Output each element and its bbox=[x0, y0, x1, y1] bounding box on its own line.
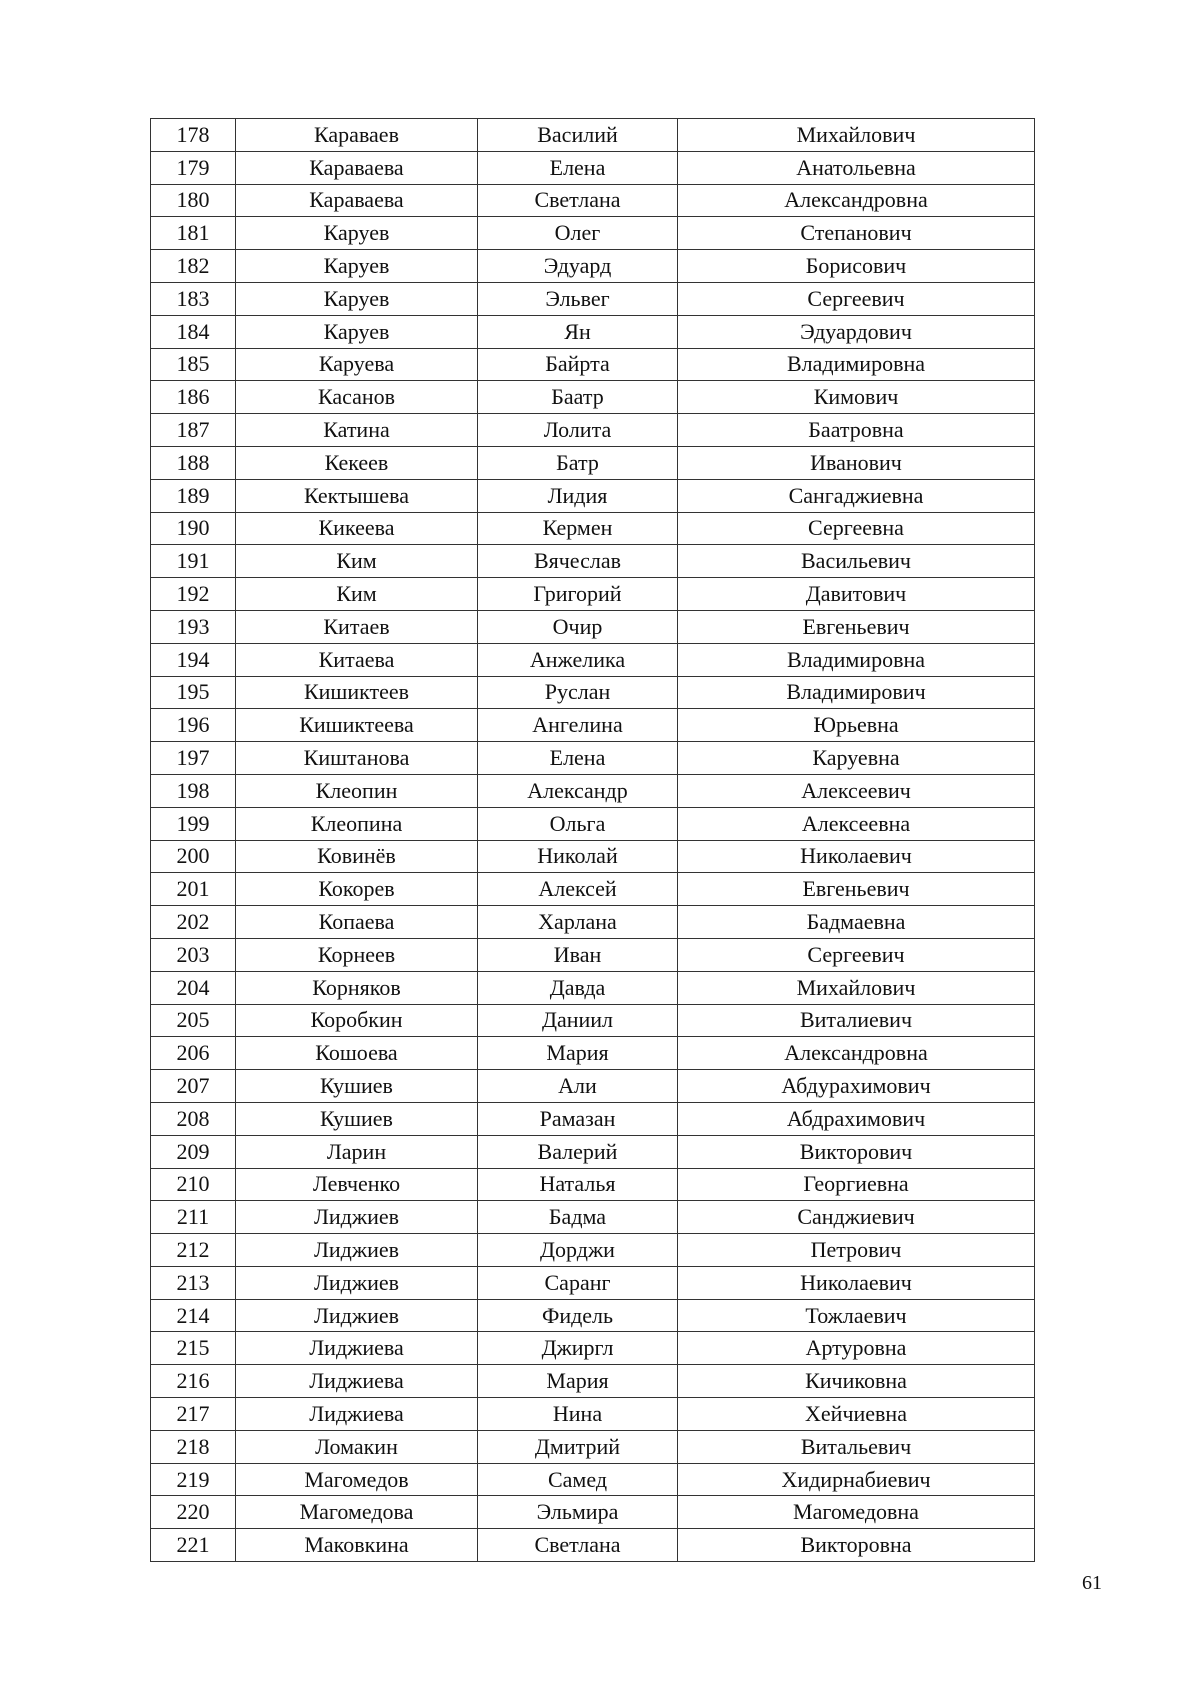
row-number-cell: 182 bbox=[151, 250, 236, 283]
surname-cell: Лиджиев bbox=[236, 1201, 478, 1234]
row-number-cell: 191 bbox=[151, 545, 236, 578]
table-row bbox=[151, 676, 1035, 709]
surname-cell: Караваев bbox=[236, 119, 478, 152]
row-number-cell: 179 bbox=[151, 151, 236, 184]
patronymic-cell: Кимович bbox=[678, 381, 1035, 414]
table-row bbox=[151, 1365, 1035, 1398]
row-number-cell: 203 bbox=[151, 938, 236, 971]
row-number-cell: 195 bbox=[151, 676, 236, 709]
table-row bbox=[151, 1529, 1035, 1562]
surname-cell: Лиджиев bbox=[236, 1299, 478, 1332]
table-row bbox=[151, 610, 1035, 643]
row-number-cell: 201 bbox=[151, 873, 236, 906]
surname-cell: Коробкин bbox=[236, 1004, 478, 1037]
patronymic-cell: Тожлаевич bbox=[678, 1299, 1035, 1332]
row-number-cell: 206 bbox=[151, 1037, 236, 1070]
surname-cell: Каруев bbox=[236, 217, 478, 250]
patronymic-cell: Бадмаевна bbox=[678, 906, 1035, 939]
first-name-cell: Дорджи bbox=[478, 1234, 678, 1267]
first-name-cell: Григорий bbox=[478, 578, 678, 611]
patronymic-cell: Эдуардович bbox=[678, 315, 1035, 348]
first-name-cell: Александр bbox=[478, 774, 678, 807]
row-number-cell: 198 bbox=[151, 774, 236, 807]
surname-cell: Ломакин bbox=[236, 1430, 478, 1463]
surname-cell: Китаев bbox=[236, 610, 478, 643]
table-row bbox=[151, 840, 1035, 873]
table-row bbox=[151, 807, 1035, 840]
row-number-cell: 204 bbox=[151, 971, 236, 1004]
surname-cell: Китаева bbox=[236, 643, 478, 676]
table-row bbox=[151, 217, 1035, 250]
surname-cell: Лиджиева bbox=[236, 1332, 478, 1365]
row-number-cell: 215 bbox=[151, 1332, 236, 1365]
surname-cell: Караваева bbox=[236, 151, 478, 184]
surname-cell: Кушиев bbox=[236, 1102, 478, 1135]
row-number-cell: 199 bbox=[151, 807, 236, 840]
patronymic-cell: Александровна bbox=[678, 184, 1035, 217]
surname-cell: Лиджиев bbox=[236, 1234, 478, 1267]
row-number-cell: 207 bbox=[151, 1070, 236, 1103]
table-row bbox=[151, 1070, 1035, 1103]
table-row bbox=[151, 742, 1035, 775]
patronymic-cell: Магомедовна bbox=[678, 1496, 1035, 1529]
row-number-cell: 210 bbox=[151, 1168, 236, 1201]
first-name-cell: Алексей bbox=[478, 873, 678, 906]
table-row bbox=[151, 873, 1035, 906]
row-number-cell: 193 bbox=[151, 610, 236, 643]
row-number-cell: 211 bbox=[151, 1201, 236, 1234]
first-name-cell: Лолита bbox=[478, 414, 678, 447]
patronymic-cell: Юрьевна bbox=[678, 709, 1035, 742]
row-number-cell: 213 bbox=[151, 1266, 236, 1299]
row-number-cell: 196 bbox=[151, 709, 236, 742]
first-name-cell: Даниил bbox=[478, 1004, 678, 1037]
first-name-cell: Байрта bbox=[478, 348, 678, 381]
first-name-cell: Светлана bbox=[478, 1529, 678, 1562]
first-name-cell: Очир bbox=[478, 610, 678, 643]
table-row bbox=[151, 643, 1035, 676]
surname-cell: Магомедова bbox=[236, 1496, 478, 1529]
table-row bbox=[151, 1463, 1035, 1496]
row-number-cell: 202 bbox=[151, 906, 236, 939]
surname-cell: Киштанова bbox=[236, 742, 478, 775]
first-name-cell: Кермен bbox=[478, 512, 678, 545]
first-name-cell: Ян bbox=[478, 315, 678, 348]
first-name-cell: Наталья bbox=[478, 1168, 678, 1201]
table-row bbox=[151, 1135, 1035, 1168]
table-row bbox=[151, 545, 1035, 578]
first-name-cell: Мария bbox=[478, 1037, 678, 1070]
table-row bbox=[151, 709, 1035, 742]
patronymic-cell: Михайлович bbox=[678, 119, 1035, 152]
first-name-cell: Самед bbox=[478, 1463, 678, 1496]
table-row bbox=[151, 151, 1035, 184]
patronymic-cell: Витальевич bbox=[678, 1430, 1035, 1463]
patronymic-cell: Виталиевич bbox=[678, 1004, 1035, 1037]
row-number-cell: 187 bbox=[151, 414, 236, 447]
surname-cell: Катина bbox=[236, 414, 478, 447]
first-name-cell: Рамазан bbox=[478, 1102, 678, 1135]
patronymic-cell: Евгеньевич bbox=[678, 873, 1035, 906]
surname-cell: Маковкина bbox=[236, 1529, 478, 1562]
row-number-cell: 200 bbox=[151, 840, 236, 873]
table-row bbox=[151, 1430, 1035, 1463]
row-number-cell: 194 bbox=[151, 643, 236, 676]
first-name-cell: Харлана bbox=[478, 906, 678, 939]
patronymic-cell: Кичиковна bbox=[678, 1365, 1035, 1398]
table-row bbox=[151, 938, 1035, 971]
patronymic-cell: Каруевна bbox=[678, 742, 1035, 775]
surname-cell: Каруев bbox=[236, 315, 478, 348]
row-number-cell: 188 bbox=[151, 446, 236, 479]
patronymic-cell: Хейчиевна bbox=[678, 1398, 1035, 1431]
table-row bbox=[151, 479, 1035, 512]
table-row bbox=[151, 1496, 1035, 1529]
first-name-cell: Давда bbox=[478, 971, 678, 1004]
surname-cell: Каруев bbox=[236, 282, 478, 315]
patronymic-cell: Владимирович bbox=[678, 676, 1035, 709]
first-name-cell: Валерий bbox=[478, 1135, 678, 1168]
patronymic-cell: Сергеевич bbox=[678, 938, 1035, 971]
first-name-cell: Баатр bbox=[478, 381, 678, 414]
surname-cell: Кошоева bbox=[236, 1037, 478, 1070]
first-name-cell: Елена bbox=[478, 151, 678, 184]
table-row bbox=[151, 250, 1035, 283]
first-name-cell: Эльвег bbox=[478, 282, 678, 315]
surname-cell: Корняков bbox=[236, 971, 478, 1004]
row-number-cell: 209 bbox=[151, 1135, 236, 1168]
first-name-cell: Ангелина bbox=[478, 709, 678, 742]
surname-cell: Левченко bbox=[236, 1168, 478, 1201]
row-number-cell: 212 bbox=[151, 1234, 236, 1267]
first-name-cell: Светлана bbox=[478, 184, 678, 217]
patronymic-cell: Владимировна bbox=[678, 348, 1035, 381]
first-name-cell: Василий bbox=[478, 119, 678, 152]
patronymic-cell: Санджиевич bbox=[678, 1201, 1035, 1234]
table-row bbox=[151, 381, 1035, 414]
table-row bbox=[151, 512, 1035, 545]
patronymic-cell: Викторовна bbox=[678, 1529, 1035, 1562]
row-number-cell: 184 bbox=[151, 315, 236, 348]
first-name-cell: Мария bbox=[478, 1365, 678, 1398]
row-number-cell: 189 bbox=[151, 479, 236, 512]
surname-cell: Лиджиев bbox=[236, 1266, 478, 1299]
table-row bbox=[151, 1201, 1035, 1234]
table-row bbox=[151, 1234, 1035, 1267]
patronymic-cell: Евгеньевич bbox=[678, 610, 1035, 643]
first-name-cell: Ольга bbox=[478, 807, 678, 840]
first-name-cell: Фидель bbox=[478, 1299, 678, 1332]
row-number-cell: 178 bbox=[151, 119, 236, 152]
table-row bbox=[151, 184, 1035, 217]
surname-cell: Ковинёв bbox=[236, 840, 478, 873]
first-name-cell: Али bbox=[478, 1070, 678, 1103]
row-number-cell: 192 bbox=[151, 578, 236, 611]
surname-cell: Караваева bbox=[236, 184, 478, 217]
surname-cell: Ларин bbox=[236, 1135, 478, 1168]
row-number-cell: 218 bbox=[151, 1430, 236, 1463]
table-row bbox=[151, 348, 1035, 381]
names-table-body bbox=[151, 119, 1035, 1562]
patronymic-cell: Сергеевна bbox=[678, 512, 1035, 545]
surname-cell: Копаева bbox=[236, 906, 478, 939]
table-row bbox=[151, 906, 1035, 939]
first-name-cell: Олег bbox=[478, 217, 678, 250]
surname-cell: Магомедов bbox=[236, 1463, 478, 1496]
row-number-cell: 216 bbox=[151, 1365, 236, 1398]
surname-cell: Каруева bbox=[236, 348, 478, 381]
first-name-cell: Эльмира bbox=[478, 1496, 678, 1529]
patronymic-cell: Петрович bbox=[678, 1234, 1035, 1267]
first-name-cell: Иван bbox=[478, 938, 678, 971]
table-row bbox=[151, 1299, 1035, 1332]
patronymic-cell: Хидирнабиевич bbox=[678, 1463, 1035, 1496]
surname-cell: Касанов bbox=[236, 381, 478, 414]
patronymic-cell: Александровна bbox=[678, 1037, 1035, 1070]
row-number-cell: 220 bbox=[151, 1496, 236, 1529]
first-name-cell: Анжелика bbox=[478, 643, 678, 676]
first-name-cell: Батр bbox=[478, 446, 678, 479]
surname-cell: Ким bbox=[236, 545, 478, 578]
patronymic-cell: Анатольевна bbox=[678, 151, 1035, 184]
patronymic-cell: Сергеевич bbox=[678, 282, 1035, 315]
row-number-cell: 181 bbox=[151, 217, 236, 250]
patronymic-cell: Георгиевна bbox=[678, 1168, 1035, 1201]
names-table bbox=[150, 118, 1035, 1562]
patronymic-cell: Абдрахимович bbox=[678, 1102, 1035, 1135]
table-row bbox=[151, 1004, 1035, 1037]
table-row bbox=[151, 119, 1035, 152]
surname-cell: Лиджиева bbox=[236, 1365, 478, 1398]
first-name-cell: Саранг bbox=[478, 1266, 678, 1299]
patronymic-cell: Степанович bbox=[678, 217, 1035, 250]
table-row bbox=[151, 315, 1035, 348]
surname-cell: Каруев bbox=[236, 250, 478, 283]
surname-cell: Кишиктеева bbox=[236, 709, 478, 742]
first-name-cell: Эдуард bbox=[478, 250, 678, 283]
surname-cell: Корнеев bbox=[236, 938, 478, 971]
table-row bbox=[151, 578, 1035, 611]
patronymic-cell: Алексеевна bbox=[678, 807, 1035, 840]
surname-cell: Кушиев bbox=[236, 1070, 478, 1103]
surname-cell: Кекеев bbox=[236, 446, 478, 479]
surname-cell: Клеопина bbox=[236, 807, 478, 840]
table-row bbox=[151, 1332, 1035, 1365]
patronymic-cell: Васильевич bbox=[678, 545, 1035, 578]
table-row bbox=[151, 1102, 1035, 1135]
table-row bbox=[151, 282, 1035, 315]
row-number-cell: 183 bbox=[151, 282, 236, 315]
first-name-cell: Елена bbox=[478, 742, 678, 775]
row-number-cell: 208 bbox=[151, 1102, 236, 1135]
surname-cell: Кектышева bbox=[236, 479, 478, 512]
patronymic-cell: Владимировна bbox=[678, 643, 1035, 676]
first-name-cell: Лидия bbox=[478, 479, 678, 512]
table-row bbox=[151, 774, 1035, 807]
first-name-cell: Руслан bbox=[478, 676, 678, 709]
patronymic-cell: Давитович bbox=[678, 578, 1035, 611]
row-number-cell: 217 bbox=[151, 1398, 236, 1431]
patronymic-cell: Николаевич bbox=[678, 1266, 1035, 1299]
first-name-cell: Бадма bbox=[478, 1201, 678, 1234]
row-number-cell: 214 bbox=[151, 1299, 236, 1332]
page-number: 61 bbox=[1082, 1572, 1102, 1594]
first-name-cell: Дмитрий bbox=[478, 1430, 678, 1463]
row-number-cell: 221 bbox=[151, 1529, 236, 1562]
surname-cell: Кокорев bbox=[236, 873, 478, 906]
table-row bbox=[151, 1266, 1035, 1299]
row-number-cell: 205 bbox=[151, 1004, 236, 1037]
row-number-cell: 190 bbox=[151, 512, 236, 545]
table-row bbox=[151, 1168, 1035, 1201]
first-name-cell: Джиргл bbox=[478, 1332, 678, 1365]
row-number-cell: 185 bbox=[151, 348, 236, 381]
patronymic-cell: Баатровна bbox=[678, 414, 1035, 447]
table-row bbox=[151, 414, 1035, 447]
surname-cell: Кикеева bbox=[236, 512, 478, 545]
table-row bbox=[151, 1398, 1035, 1431]
table-row bbox=[151, 971, 1035, 1004]
first-name-cell: Николай bbox=[478, 840, 678, 873]
surname-cell: Кишиктеев bbox=[236, 676, 478, 709]
patronymic-cell: Сангаджиевна bbox=[678, 479, 1035, 512]
row-number-cell: 219 bbox=[151, 1463, 236, 1496]
patronymic-cell: Николаевич bbox=[678, 840, 1035, 873]
surname-cell: Лиджиева bbox=[236, 1398, 478, 1431]
table-row bbox=[151, 446, 1035, 479]
patronymic-cell: Артуровна bbox=[678, 1332, 1035, 1365]
table-row bbox=[151, 1037, 1035, 1070]
row-number-cell: 186 bbox=[151, 381, 236, 414]
surname-cell: Ким bbox=[236, 578, 478, 611]
patronymic-cell: Борисович bbox=[678, 250, 1035, 283]
patronymic-cell: Михайлович bbox=[678, 971, 1035, 1004]
patronymic-cell: Викторович bbox=[678, 1135, 1035, 1168]
row-number-cell: 180 bbox=[151, 184, 236, 217]
patronymic-cell: Иванович bbox=[678, 446, 1035, 479]
surname-cell: Клеопин bbox=[236, 774, 478, 807]
patronymic-cell: Алексеевич bbox=[678, 774, 1035, 807]
first-name-cell: Нина bbox=[478, 1398, 678, 1431]
first-name-cell: Вячеслав bbox=[478, 545, 678, 578]
row-number-cell: 197 bbox=[151, 742, 236, 775]
patronymic-cell: Абдурахимович bbox=[678, 1070, 1035, 1103]
